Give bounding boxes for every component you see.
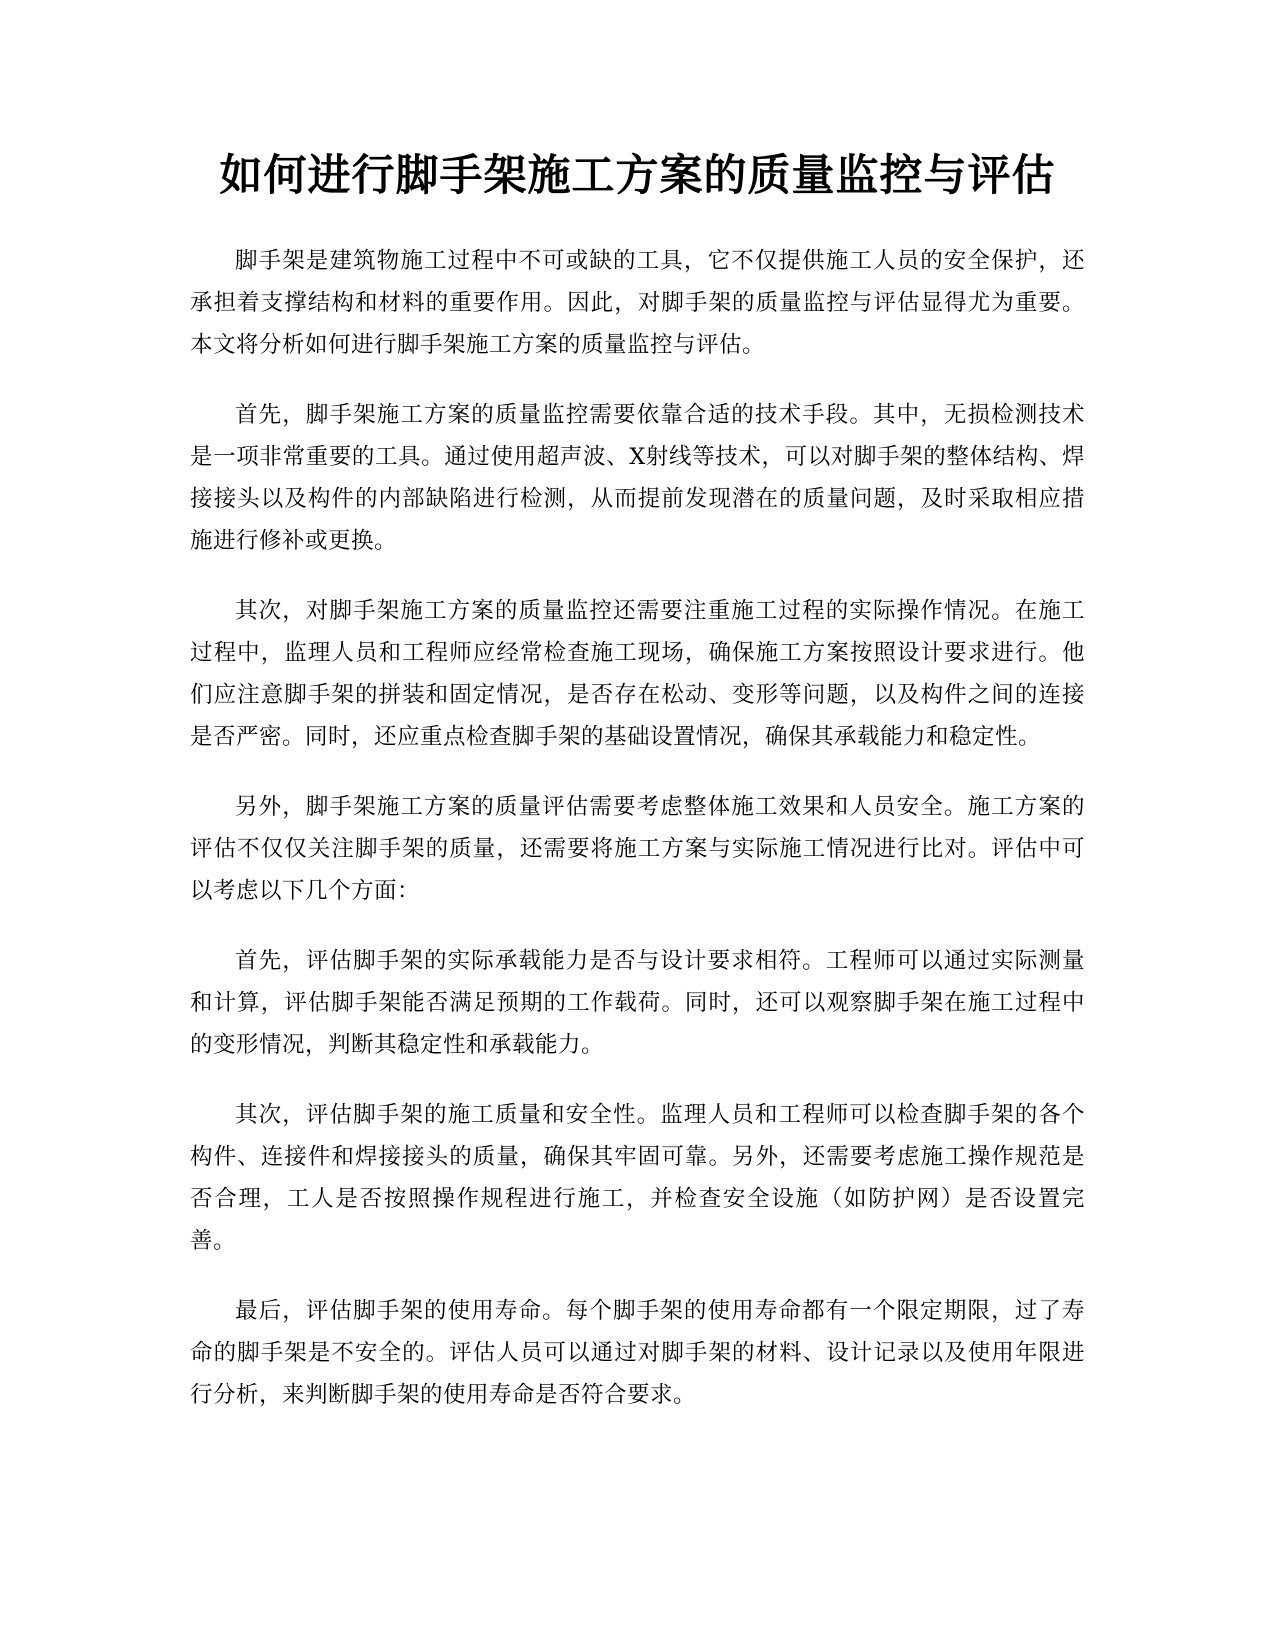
- document-title: 如何进行脚手架施工方案的质量监控与评估: [219, 151, 1056, 201]
- document-body: [190, 240, 1085, 1444]
- paragraph-4: 另外，脚手架施工方案的质量评估需要考虑整体施工效果和人员安全。施工方案的评估不仅仅关注脚手架的质量，还需要将施工方案与实际施工情况进行比对。评估中可以考虑以下几个方面：: [190, 794, 1085, 904]
- paragraph-1: 脚手架是建筑物施工过程中不可或缺的工具，它不仅提供施工人员的安全保护，还承担着支撑结构和材料的重要作用。因此，对脚手架的质量监控与评估显得尤为重要。本文将分析如何进行脚手架施工方案的质量监控与评估。: [190, 248, 1085, 358]
- paragraph-2: 首先，脚手架施工方案的质量监控需要依靠合适的技术手段。其中，无损检测技术是一项非常重要的工具。通过使用超声波、X射线等技术，可以对脚手架的整体结构、焊接接头以及构件的内部缺陷进行检测，从而提前发现潜在的质量问题，及时采取相应措施进行修补或更换。: [190, 402, 1085, 554]
- paragraph-5: 首先，评估脚手架的实际承载能力是否与设计要求相符。工程师可以通过实际测量和计算，评估脚手架能否满足预期的工作载荷。同时，还可以观察脚手架在施工过程中的变形情况，判断其稳定性和承载能力。: [190, 948, 1085, 1058]
- paragraph-6: 其次，评估脚手架的施工质量和安全性。监理人员和工程师可以检查脚手架的各个构件、连接件和焊接接头的质量，确保其牢固可靠。另外，还需要考虑施工操作规范是否合理，工人是否按照操作规程进行施工，并检查安全设施（如防护网）是否设置完善。: [190, 1102, 1085, 1254]
- paragraph-7: 最后，评估脚手架的使用寿命。每个脚手架的使用寿命都有一个限定期限，过了寿命的脚手架是不安全的。评估人员可以通过对脚手架的材料、设计记录以及使用年限进行分析，来判断脚手架的使用寿命是否符合要求。: [190, 1298, 1085, 1408]
- paragraph-3: 其次，对脚手架施工方案的质量监控还需要注重施工过程的实际操作情况。在施工过程中，监理人员和工程师应经常检查施工现场，确保施工方案按照设计要求进行。他们应注意脚手架的拼装和固定情况，是否存在松动、变形等问题，以及构件之间的连接是否严密。同时，还应重点检查脚手架的基础设置情况，确保其承载能力和稳定性。: [190, 598, 1085, 750]
